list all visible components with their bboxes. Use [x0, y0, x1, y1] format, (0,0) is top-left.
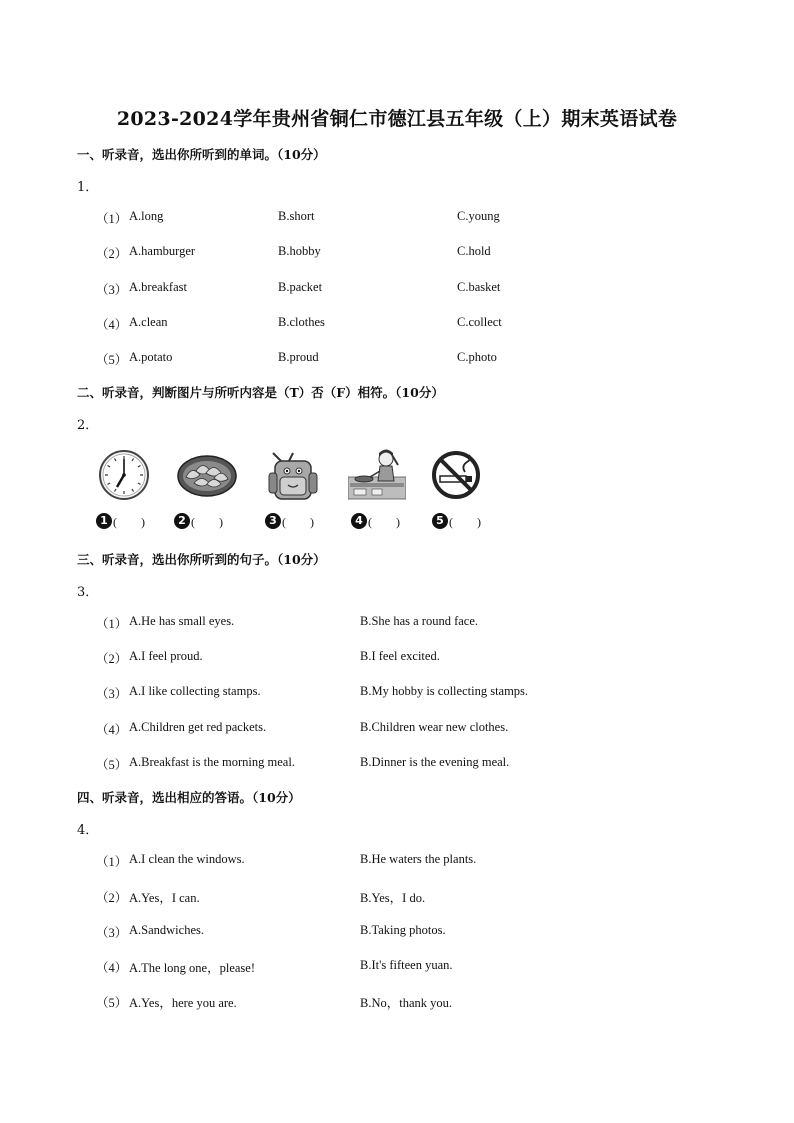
picture-3-badge: 3: [265, 513, 281, 529]
item-number: （1）: [96, 855, 128, 869]
option-b[interactable]: B.clothes: [278, 315, 325, 329]
girl-cooking-icon: [348, 447, 406, 501]
question-3-number: 3．: [77, 585, 99, 600]
option-b[interactable]: B.hobby: [278, 244, 321, 258]
option-a[interactable]: A.I like collecting stamps.: [129, 684, 261, 698]
item-number: （1）: [96, 212, 128, 226]
option-c[interactable]: C.hold: [457, 244, 491, 258]
picture-2-badge: 2: [174, 513, 190, 529]
option-a[interactable]: A.clean: [129, 315, 168, 329]
option-a[interactable]: A.Breakfast is the morning meal.: [129, 755, 295, 769]
option-a[interactable]: A.I feel proud.: [129, 649, 203, 663]
option-b[interactable]: B.proud: [278, 350, 319, 364]
option-b[interactable]: B.Dinner is the evening meal.: [360, 755, 510, 769]
school-bag-icon: [263, 449, 323, 501]
option-a[interactable]: A.The long one，please!: [129, 961, 256, 975]
option-a[interactable]: A.Sandwiches.: [129, 923, 204, 937]
option-b[interactable]: B.It's fifteen yuan.: [360, 958, 453, 972]
option-c[interactable]: C.basket: [457, 280, 501, 294]
picture-4-answer[interactable]: ( ): [368, 515, 400, 529]
item-number: （2）: [96, 891, 128, 905]
item-number: （4）: [96, 723, 128, 737]
picture-1-badge: 1: [96, 513, 112, 529]
item-number: （5）: [96, 758, 128, 772]
item-number: （3）: [96, 926, 128, 940]
picture-5-answer[interactable]: ( ): [449, 515, 481, 529]
section-2-heading: 二、听录音，判断图片与所听内容是（T）否（F）相符。（10分）: [77, 385, 444, 400]
no-smoking-icon: [431, 450, 481, 500]
picture-3-answer[interactable]: ( ): [282, 515, 314, 529]
section-1-heading: 一、听录音，选出你所听到的单词。（10分）: [77, 147, 326, 162]
clock-icon: [98, 449, 150, 501]
picture-5-badge: 5: [432, 513, 448, 529]
item-number: （3）: [96, 283, 128, 297]
option-b[interactable]: B.packet: [278, 280, 323, 294]
option-a[interactable]: A.long: [129, 209, 164, 223]
option-a[interactable]: A.He has small eyes.: [129, 614, 235, 628]
option-b[interactable]: B.No，thank you.: [360, 996, 453, 1010]
picture-4-badge: 4: [351, 513, 367, 529]
page-title: 2023-2024学年贵州省铜仁市德江县五年级（上）期末英语试卷: [116, 108, 678, 130]
option-a[interactable]: A.potato: [129, 350, 173, 364]
option-b[interactable]: B.Children wear new clothes.: [360, 720, 509, 734]
option-b[interactable]: B.He waters the plants.: [360, 852, 477, 866]
option-c[interactable]: C.photo: [457, 350, 497, 364]
section-3-heading: 三、听录音，选出你所听到的句子。（10分）: [77, 552, 326, 567]
section-4-heading: 四、听录音，选出相应的答语。（10分）: [77, 790, 301, 805]
item-number: （2）: [96, 652, 128, 666]
option-b[interactable]: B.My hobby is collecting stamps.: [360, 684, 529, 698]
option-b[interactable]: B.short: [278, 209, 315, 223]
question-1-number: 1．: [77, 180, 99, 195]
option-a[interactable]: A.I clean the windows.: [129, 852, 245, 866]
option-a[interactable]: A.Children get red packets.: [129, 720, 267, 734]
option-a[interactable]: A.breakfast: [129, 280, 187, 294]
option-c[interactable]: C.collect: [457, 315, 502, 329]
item-number: （4）: [96, 961, 128, 975]
question-2-number: 2．: [77, 418, 99, 433]
option-a[interactable]: A.Yes，here you are.: [129, 996, 237, 1010]
question-4-number: 4．: [77, 823, 99, 838]
option-b[interactable]: B.I feel excited.: [360, 649, 440, 663]
option-a[interactable]: A.hamburger: [129, 244, 196, 258]
item-number: （5）: [96, 996, 128, 1010]
option-b[interactable]: B.She has a round face.: [360, 614, 479, 628]
option-b[interactable]: B.Yes，I do.: [360, 891, 426, 905]
dumplings-icon: [176, 452, 238, 498]
option-a[interactable]: A.Yes，I can.: [129, 891, 200, 905]
picture-1-answer[interactable]: ( ): [113, 515, 145, 529]
item-number: （4）: [96, 318, 128, 332]
option-b[interactable]: B.Taking photos.: [360, 923, 446, 937]
item-number: （3）: [96, 687, 128, 701]
picture-2-answer[interactable]: ( ): [191, 515, 223, 529]
item-number: （1）: [96, 617, 128, 631]
item-number: （5）: [96, 353, 128, 367]
option-c[interactable]: C.young: [457, 209, 500, 223]
item-number: （2）: [96, 247, 128, 261]
